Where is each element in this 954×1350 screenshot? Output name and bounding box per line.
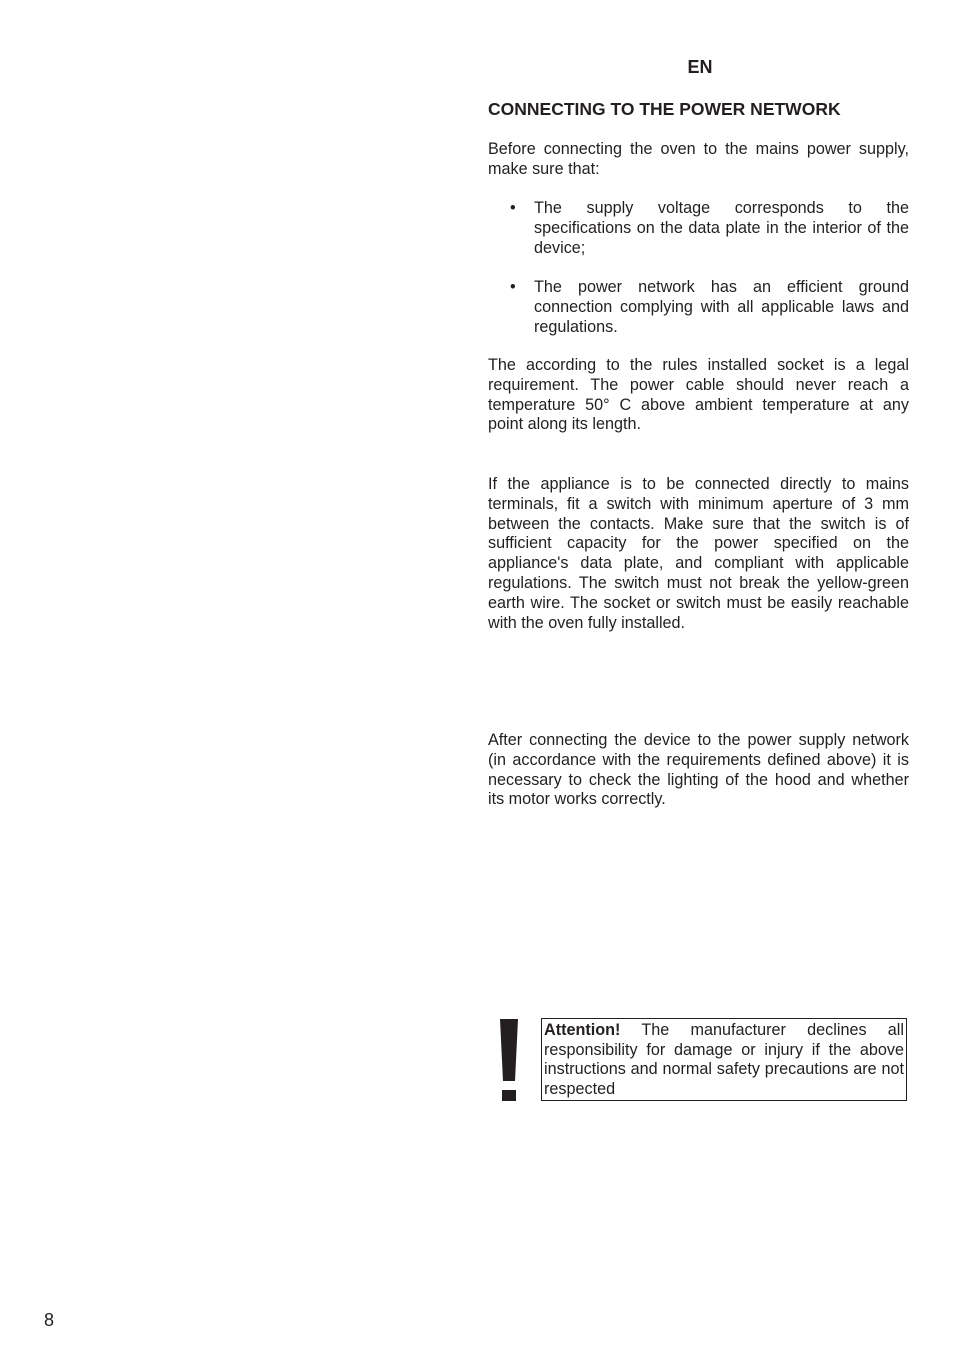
requirements-list-continued [488, 278, 909, 337]
bullet-glyph: • [510, 278, 516, 296]
paragraph-text: The according to the rules installed socket is a legal requirement. The power cable should never reach a temperature 50° C above ambient temperature at any point along its length. [488, 356, 909, 434]
bullet-glyph: • [510, 199, 516, 217]
exclamation-icon [498, 1019, 520, 1103]
check-paragraph [488, 731, 909, 810]
attention-text: The manufacturer declines all responsibility for damage or injury if the above instructions and normal safety precautions are not respected [544, 1021, 904, 1098]
list-item [488, 278, 909, 337]
section-title: CONNECTING TO THE POWER NETWORK [488, 99, 841, 119]
socket-paragraph [488, 356, 909, 435]
requirements-list [488, 199, 909, 258]
attention-notice [541, 1018, 907, 1101]
list-item-text: The supply voltage corresponds to the specifications on the data plate in the interior of the device; [534, 199, 909, 257]
list-item [488, 199, 909, 258]
page-number: 8 [44, 1310, 55, 1330]
language-code: EN [687, 57, 713, 77]
paragraph-text: If the appliance is to be connected directly to mains terminals, fit a switch with minimum aperture of 3 mm between the contacts. Make sure that the switch is of sufficient capacity for the power specified on the appliance's data plate, and compliant with applicable regulations. The switch must not break the yellow-green earth wire. The socket or switch must be easily reachable with the oven fully installed. [488, 475, 909, 632]
attention-label: Attention! [544, 1021, 621, 1039]
paragraph-text: After connecting the device to the power supply network (in accordance with the requirements defined above) it is necessary to check the lighting of the hood and whether its motor works correctly. [488, 731, 909, 809]
list-item-text: The power network has an efficient ground connection complying with all applicable laws and regulations. [534, 278, 909, 336]
switch-paragraph [488, 475, 909, 633]
intro-text: Before connecting the oven to the mains power supply, make sure that: [488, 140, 909, 178]
intro-paragraph [488, 140, 909, 180]
